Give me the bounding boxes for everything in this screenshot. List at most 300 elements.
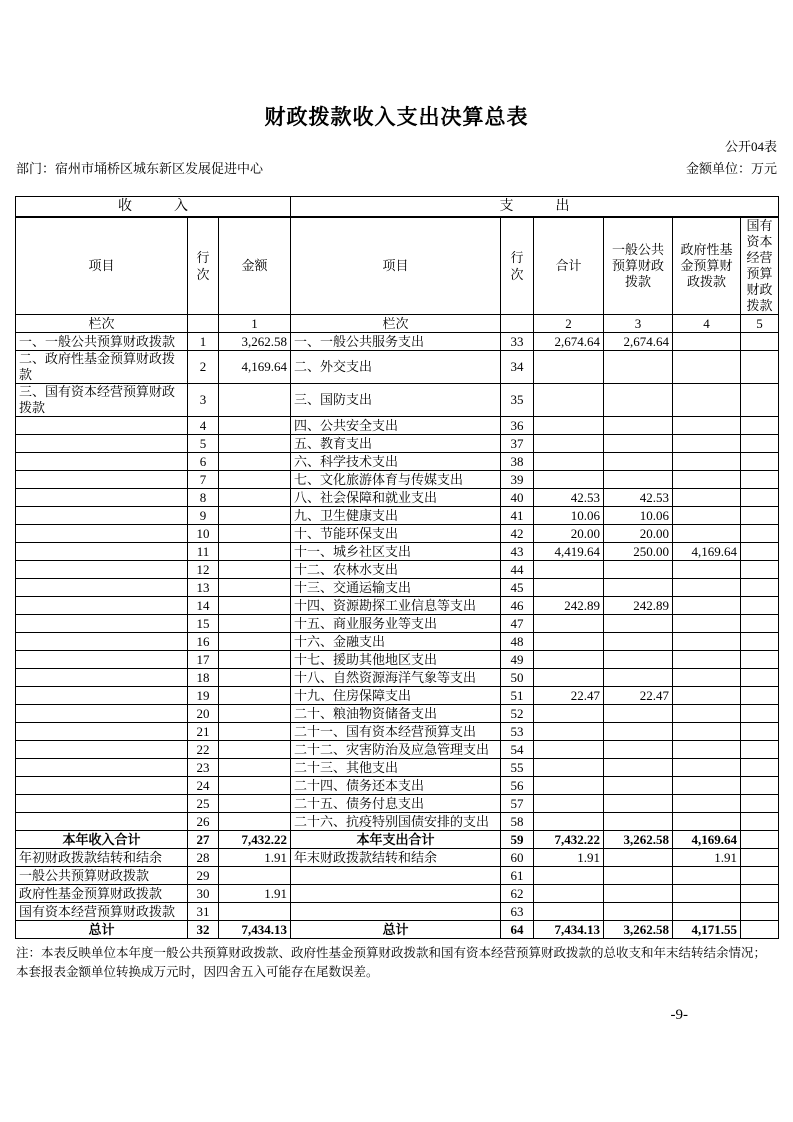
income-amount-cell [219, 867, 291, 885]
income-amount-cell [219, 795, 291, 813]
expense-state-capital-cell [741, 471, 779, 489]
income-amount-cell [219, 903, 291, 921]
expense-line-cell: 60 [501, 849, 534, 867]
table-row [16, 921, 779, 939]
column-header-row [16, 217, 779, 315]
income-item-cell [16, 471, 188, 489]
expense-item-cell: 二十二、灾害防治及应急管理支出 [291, 741, 501, 759]
income-amount-cell [219, 759, 291, 777]
expense-state-capital-cell [741, 723, 779, 741]
table-row [16, 333, 779, 351]
income-amount-cell [219, 597, 291, 615]
income-line-cell: 7 [188, 471, 219, 489]
column-header-gov-fund: 政府性基金预算财政拨款 [673, 217, 741, 315]
expense-total-cell: 10.06 [534, 507, 604, 525]
expense-item-cell: 七、文化旅游体育与传媒支出 [291, 471, 501, 489]
income-line-cell: 3 [188, 384, 219, 417]
table-row [16, 813, 779, 831]
income-item-cell [16, 633, 188, 651]
expense-gov-fund-cell [673, 759, 741, 777]
table-row [16, 903, 779, 921]
table-row [16, 723, 779, 741]
section-header-row [16, 197, 779, 218]
expense-line-cell: 50 [501, 669, 534, 687]
income-item-cell [16, 759, 188, 777]
table-row [16, 351, 779, 384]
income-item-cell: 三、国有资本经营预算财政拨款 [16, 384, 188, 417]
expense-state-capital-cell [741, 633, 779, 651]
income-line-cell: 19 [188, 687, 219, 705]
fiscal-table [15, 196, 779, 939]
income-line-cell: 13 [188, 579, 219, 597]
income-line-cell: 18 [188, 669, 219, 687]
expense-line-cell: 36 [501, 417, 534, 435]
expense-general-budget-cell [604, 723, 673, 741]
column-header-expense-line [501, 217, 534, 315]
income-line-cell: 30 [188, 885, 219, 903]
expense-gov-fund-cell [673, 579, 741, 597]
expense-line-cell: 63 [501, 903, 534, 921]
income-line-cell: 2 [188, 351, 219, 384]
income-line-cell: 15 [188, 615, 219, 633]
expense-line-cell: 39 [501, 471, 534, 489]
expense-item-cell: 十三、交通运输支出 [291, 579, 501, 597]
expense-general-budget-cell [604, 561, 673, 579]
expense-general-budget-cell: 42.53 [604, 489, 673, 507]
income-line-header-text: 行次 [196, 250, 210, 282]
expense-total-cell [534, 579, 604, 597]
expense-total-cell: 7,432.22 [534, 831, 604, 849]
expense-total-cell: 22.47 [534, 687, 604, 705]
expense-total-cell [534, 885, 604, 903]
table-row [16, 687, 779, 705]
expense-gov-fund-cell: 1.91 [673, 849, 741, 867]
expense-general-budget-cell: 3,262.58 [604, 921, 673, 939]
income-line-cell: 24 [188, 777, 219, 795]
income-line-cell: 32 [188, 921, 219, 939]
table-row [16, 507, 779, 525]
expense-item-cell: 十、节能环保支出 [291, 525, 501, 543]
expense-general-budget-cell [604, 417, 673, 435]
expense-total-cell [534, 651, 604, 669]
expense-total-cell [534, 615, 604, 633]
footnote-line-1: 注：本表反映单位本年度一般公共预算财政拨款、政府性基金预算财政拨款和国有资本经营预算财政拨款的总收支和年末结转结余情况； [16, 946, 767, 960]
expense-gov-fund-cell [673, 417, 741, 435]
expense-gov-fund-cell [673, 507, 741, 525]
income-line-cell: 10 [188, 525, 219, 543]
income-item-cell: 一、一般公共预算财政拨款 [16, 333, 188, 351]
income-line-cell: 12 [188, 561, 219, 579]
expense-gov-fund-cell [673, 525, 741, 543]
column-header-expense-total: 合计 [534, 217, 604, 315]
expense-total-cell [534, 384, 604, 417]
expense-line-cell: 48 [501, 633, 534, 651]
income-item-cell: 政府性基金预算财政拨款 [16, 885, 188, 903]
expense-total-cell: 7,434.13 [534, 921, 604, 939]
income-amount-cell [219, 813, 291, 831]
table-row [16, 669, 779, 687]
table-row [16, 525, 779, 543]
income-line-cell: 31 [188, 903, 219, 921]
expense-total-cell [534, 777, 604, 795]
expense-gov-fund-cell [673, 741, 741, 759]
expense-state-capital-cell [741, 435, 779, 453]
expense-state-capital-cell [741, 525, 779, 543]
expense-item-cell: 十五、商业服务业等支出 [291, 615, 501, 633]
income-amount-cell [219, 579, 291, 597]
table-row [16, 384, 779, 417]
table-row [16, 795, 779, 813]
department-label: 部门：宿州市埇桥区城东新区发展促进中心 [16, 161, 264, 176]
expense-state-capital-cell [741, 813, 779, 831]
income-amount-cell [219, 543, 291, 561]
expense-gov-fund-cell [673, 615, 741, 633]
income-section-header: 收 入 [16, 197, 291, 218]
column-index-row [16, 315, 779, 333]
expense-state-capital-cell [741, 705, 779, 723]
income-amount-cell [219, 384, 291, 417]
expense-state-capital-cell [741, 741, 779, 759]
expense-general-budget-cell [604, 453, 673, 471]
table-row [16, 849, 779, 867]
expense-item-cell: 五、教育支出 [291, 435, 501, 453]
expense-gov-fund-cell [673, 435, 741, 453]
expense-general-budget-cell: 242.89 [604, 597, 673, 615]
expense-gov-fund-cell [673, 777, 741, 795]
expense-line-cell: 35 [501, 384, 534, 417]
table-row [16, 615, 779, 633]
expense-line-cell: 37 [501, 435, 534, 453]
column-index-1: 1 [219, 315, 291, 333]
income-amount-cell [219, 633, 291, 651]
expense-item-cell: 本年支出合计 [291, 831, 501, 849]
expense-item-cell: 十九、住房保障支出 [291, 687, 501, 705]
income-line-cell: 5 [188, 435, 219, 453]
expense-line-cell: 41 [501, 507, 534, 525]
expense-general-budget-cell [604, 885, 673, 903]
expense-state-capital-cell [741, 615, 779, 633]
column-header-income-amount: 金额 [219, 217, 291, 315]
table-row [16, 885, 779, 903]
income-amount-cell: 1.91 [219, 849, 291, 867]
expense-gov-fund-cell [673, 597, 741, 615]
expense-state-capital-cell [741, 579, 779, 597]
expense-item-cell: 二十三、其他支出 [291, 759, 501, 777]
income-item-cell [16, 615, 188, 633]
expense-item-cell: 十八、自然资源海洋气象等支出 [291, 669, 501, 687]
expense-general-budget-cell [604, 705, 673, 723]
expense-general-budget-cell [604, 633, 673, 651]
expense-total-cell [534, 471, 604, 489]
column-index-4: 4 [673, 315, 741, 333]
table-row [16, 633, 779, 651]
income-amount-cell [219, 489, 291, 507]
expense-gov-fund-cell [673, 687, 741, 705]
income-line-cell: 9 [188, 507, 219, 525]
footnote [16, 944, 777, 982]
meta-row [16, 160, 777, 177]
expense-item-cell: 总计 [291, 921, 501, 939]
income-amount-cell [219, 507, 291, 525]
income-line-cell: 14 [188, 597, 219, 615]
page-number: -9- [670, 1007, 688, 1023]
lanci-label-expense: 栏次 [291, 315, 501, 333]
expense-gov-fund-cell [673, 351, 741, 384]
expense-state-capital-cell [741, 867, 779, 885]
income-line-cell: 22 [188, 741, 219, 759]
expense-general-budget-cell [604, 759, 673, 777]
expense-general-budget-cell [604, 651, 673, 669]
expense-general-budget-cell [604, 795, 673, 813]
expense-item-cell: 一、一般公共服务支出 [291, 333, 501, 351]
expense-line-cell: 61 [501, 867, 534, 885]
expense-state-capital-cell [741, 384, 779, 417]
expense-state-capital-cell [741, 351, 779, 384]
expense-state-capital-cell [741, 333, 779, 351]
expense-state-capital-cell [741, 795, 779, 813]
table-row [16, 651, 779, 669]
expense-total-cell [534, 453, 604, 471]
income-item-cell [16, 687, 188, 705]
income-item-cell [16, 813, 188, 831]
expense-general-budget-cell [604, 351, 673, 384]
expense-item-cell: 十六、金融支出 [291, 633, 501, 651]
table-row [16, 543, 779, 561]
expense-item-cell: 二十、粮油物资储备支出 [291, 705, 501, 723]
income-amount-cell [219, 561, 291, 579]
expense-gov-fund-cell [673, 633, 741, 651]
expense-state-capital-cell [741, 489, 779, 507]
income-line-cell: 29 [188, 867, 219, 885]
empty-cell [501, 315, 534, 333]
expense-item-cell [291, 903, 501, 921]
expense-gov-fund-cell [673, 867, 741, 885]
income-amount-cell [219, 453, 291, 471]
expense-total-cell [534, 741, 604, 759]
expense-total-cell [534, 705, 604, 723]
page-title: 财政拨款收入支出决算总表 [264, 105, 529, 129]
expense-line-cell: 57 [501, 795, 534, 813]
expense-general-budget-cell: 20.00 [604, 525, 673, 543]
expense-state-capital-cell [741, 669, 779, 687]
expense-line-header-text: 行次 [510, 250, 524, 282]
table-row [16, 759, 779, 777]
column-index-2: 2 [534, 315, 604, 333]
expense-line-cell: 62 [501, 885, 534, 903]
expense-total-cell: 4,419.64 [534, 543, 604, 561]
income-item-cell [16, 741, 188, 759]
expense-gov-fund-cell [673, 489, 741, 507]
expense-line-cell: 34 [501, 351, 534, 384]
income-item-cell [16, 795, 188, 813]
table-row [16, 561, 779, 579]
income-item-cell [16, 669, 188, 687]
table-row [16, 489, 779, 507]
table-row [16, 777, 779, 795]
expense-general-budget-cell [604, 384, 673, 417]
expense-item-cell [291, 867, 501, 885]
expense-general-budget-cell [604, 615, 673, 633]
table-row [16, 705, 779, 723]
expense-gov-fund-cell [673, 453, 741, 471]
income-amount-cell [219, 705, 291, 723]
expense-line-cell: 64 [501, 921, 534, 939]
income-line-cell: 1 [188, 333, 219, 351]
table-row [16, 741, 779, 759]
expense-state-capital-cell [741, 885, 779, 903]
table-row [16, 579, 779, 597]
income-line-cell: 26 [188, 813, 219, 831]
expense-total-cell [534, 867, 604, 885]
expense-gov-fund-cell: 4,171.55 [673, 921, 741, 939]
income-line-cell: 16 [188, 633, 219, 651]
expense-item-cell: 年末财政拨款结转和结余 [291, 849, 501, 867]
income-amount-cell [219, 723, 291, 741]
income-line-cell: 28 [188, 849, 219, 867]
expense-line-cell: 40 [501, 489, 534, 507]
income-item-cell: 国有资本经营预算财政拨款 [16, 903, 188, 921]
expense-item-cell: 十一、城乡社区支出 [291, 543, 501, 561]
expense-state-capital-cell [741, 453, 779, 471]
expense-line-cell: 44 [501, 561, 534, 579]
income-item-cell [16, 435, 188, 453]
income-amount-cell [219, 687, 291, 705]
income-item-cell [16, 453, 188, 471]
expense-gov-fund-cell [673, 723, 741, 741]
expense-total-cell [534, 759, 604, 777]
expense-total-cell [534, 723, 604, 741]
expense-line-cell: 46 [501, 597, 534, 615]
column-index-5: 5 [741, 315, 779, 333]
expense-line-cell: 53 [501, 723, 534, 741]
income-item-cell [16, 525, 188, 543]
expense-gov-fund-cell [673, 885, 741, 903]
expense-total-cell [534, 561, 604, 579]
table-row [16, 435, 779, 453]
expense-gov-fund-cell [673, 333, 741, 351]
column-index-3: 3 [604, 315, 673, 333]
table-row [16, 453, 779, 471]
income-item-cell [16, 507, 188, 525]
expense-general-budget-cell [604, 777, 673, 795]
expense-total-cell [534, 633, 604, 651]
expense-state-capital-cell [741, 903, 779, 921]
expense-line-cell: 56 [501, 777, 534, 795]
table-row [16, 831, 779, 849]
expense-item-cell: 十四、资源勘探工业信息等支出 [291, 597, 501, 615]
income-line-cell: 11 [188, 543, 219, 561]
income-item-cell [16, 417, 188, 435]
expense-item-cell: 八、社会保障和就业支出 [291, 489, 501, 507]
expense-item-cell: 二十四、债务还本支出 [291, 777, 501, 795]
expense-state-capital-cell [741, 597, 779, 615]
expense-gov-fund-cell: 4,169.64 [673, 543, 741, 561]
expense-gov-fund-cell [673, 705, 741, 723]
footnote-line-2: 本套报表金额单位转换成万元时，因四舍五入可能存在尾数误差。 [16, 965, 379, 979]
expense-total-cell [534, 435, 604, 453]
expense-state-capital-cell [741, 561, 779, 579]
income-amount-cell: 4,169.64 [219, 351, 291, 384]
income-line-cell: 25 [188, 795, 219, 813]
expense-item-cell [291, 885, 501, 903]
table-row [16, 597, 779, 615]
income-item-cell: 总计 [16, 921, 188, 939]
expense-total-cell [534, 351, 604, 384]
income-item-cell [16, 705, 188, 723]
income-item-cell [16, 651, 188, 669]
income-line-cell: 20 [188, 705, 219, 723]
expense-gov-fund-cell [673, 903, 741, 921]
expense-total-cell [534, 795, 604, 813]
expense-general-budget-cell [604, 867, 673, 885]
expense-general-budget-cell [604, 741, 673, 759]
expense-general-budget-cell [604, 435, 673, 453]
expense-state-capital-cell [741, 543, 779, 561]
expense-state-capital-cell [741, 759, 779, 777]
expense-general-budget-cell: 10.06 [604, 507, 673, 525]
expense-general-budget-cell [604, 813, 673, 831]
table-row [16, 471, 779, 489]
expense-state-capital-cell [741, 921, 779, 939]
expense-line-cell: 54 [501, 741, 534, 759]
unit-label: 金额单位：万元 [685, 161, 777, 176]
income-item-cell [16, 723, 188, 741]
expense-line-cell: 38 [501, 453, 534, 471]
expense-item-cell: 二、外交支出 [291, 351, 501, 384]
expense-general-budget-cell [604, 579, 673, 597]
expense-gov-fund-cell [673, 471, 741, 489]
income-amount-cell [219, 615, 291, 633]
expense-item-cell: 六、科学技术支出 [291, 453, 501, 471]
expense-total-cell [534, 813, 604, 831]
expense-item-cell: 四、公共安全支出 [291, 417, 501, 435]
column-header-income-line [188, 217, 219, 315]
expense-line-cell: 59 [501, 831, 534, 849]
expense-state-capital-cell [741, 777, 779, 795]
expense-line-cell: 52 [501, 705, 534, 723]
expense-state-capital-cell [741, 687, 779, 705]
expense-gov-fund-cell [673, 561, 741, 579]
expense-general-budget-cell [604, 849, 673, 867]
income-amount-cell [219, 669, 291, 687]
column-header-expense-item: 项目 [291, 217, 501, 315]
column-header-general-budget: 一般公共预算财政拨款 [604, 217, 673, 315]
expense-item-cell: 十二、农林水支出 [291, 561, 501, 579]
income-item-cell [16, 489, 188, 507]
income-item-cell: 本年收入合计 [16, 831, 188, 849]
expense-total-cell: 42.53 [534, 489, 604, 507]
expense-total-cell [534, 903, 604, 921]
expense-total-cell [534, 417, 604, 435]
income-amount-cell: 7,434.13 [219, 921, 291, 939]
column-header-income-item: 项目 [16, 217, 188, 315]
expense-total-cell: 242.89 [534, 597, 604, 615]
income-line-cell: 23 [188, 759, 219, 777]
expense-gov-fund-cell: 4,169.64 [673, 831, 741, 849]
expense-general-budget-cell: 2,674.64 [604, 333, 673, 351]
income-amount-cell [219, 777, 291, 795]
expense-general-budget-cell [604, 669, 673, 687]
expense-general-budget-cell: 250.00 [604, 543, 673, 561]
expense-item-cell: 十七、援助其他地区支出 [291, 651, 501, 669]
expense-general-budget-cell: 22.47 [604, 687, 673, 705]
income-amount-cell: 7,432.22 [219, 831, 291, 849]
income-amount-cell: 1.91 [219, 885, 291, 903]
expense-gov-fund-cell [673, 669, 741, 687]
expense-line-cell: 55 [501, 759, 534, 777]
expense-item-cell: 二十一、国有资本经营预算支出 [291, 723, 501, 741]
expense-line-cell: 51 [501, 687, 534, 705]
